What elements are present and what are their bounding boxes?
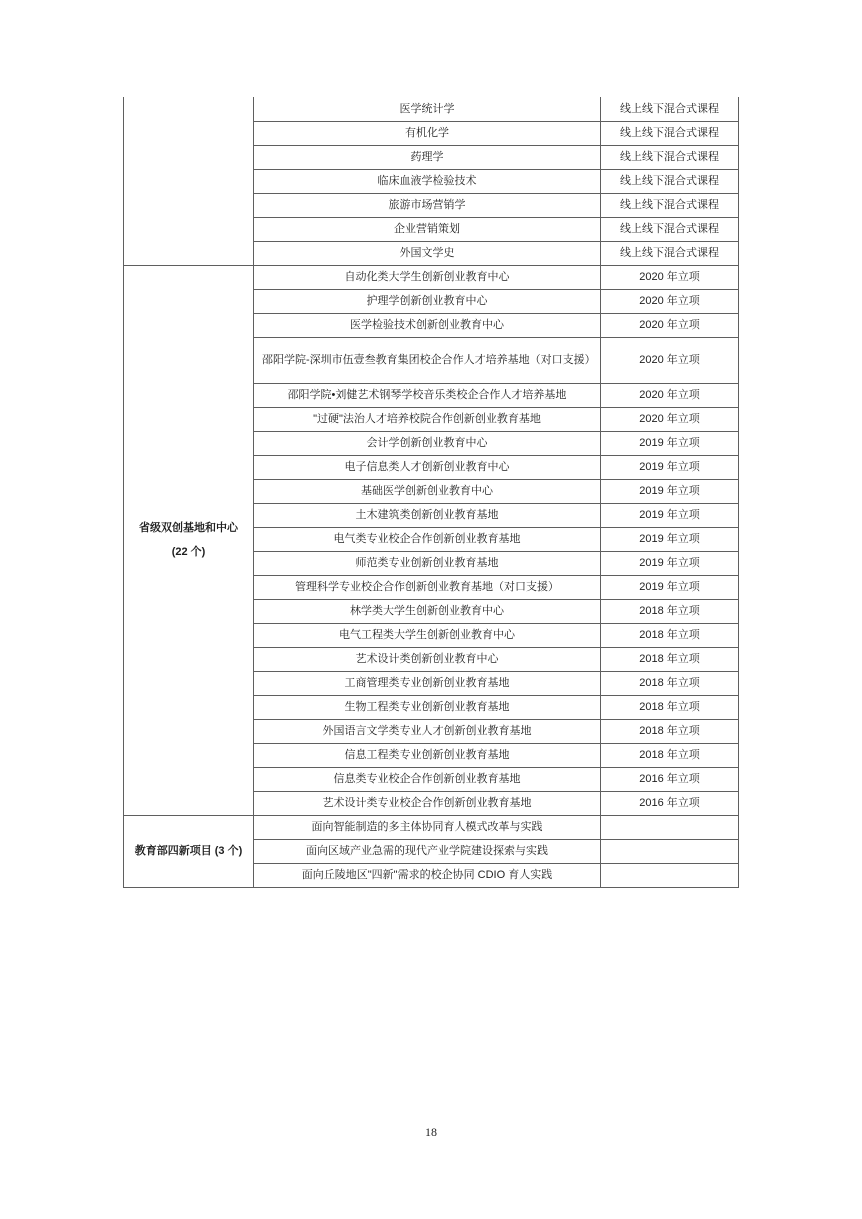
item-name-cell: 电子信息类人才创新创业教育中心 <box>254 455 601 479</box>
projects-table <box>123 97 739 888</box>
item-name-cell: 临床血液学检验技术 <box>254 169 601 193</box>
item-status-cell: 2019 年立项 <box>601 527 739 551</box>
item-status-cell <box>601 839 739 863</box>
item-name-cell: 信息工程类专业创新创业教育基地 <box>254 743 601 767</box>
item-status-cell: 2018 年立项 <box>601 623 739 647</box>
item-status-cell: 线上线下混合式课程 <box>601 169 739 193</box>
item-status-cell: 线上线下混合式课程 <box>601 121 739 145</box>
item-status-cell <box>601 815 739 839</box>
item-status-cell: 2020 年立项 <box>601 265 739 289</box>
item-name-cell: 面向智能制造的多主体协同育人模式改革与实践 <box>254 815 601 839</box>
item-name-cell: 外国语言文学类专业人才创新创业教育基地 <box>254 719 601 743</box>
item-name-cell: 药理学 <box>254 145 601 169</box>
item-status-cell: 2020 年立项 <box>601 337 739 383</box>
section-label-line: 省级双创基地和中心 <box>139 522 238 534</box>
item-status-cell: 2018 年立项 <box>601 719 739 743</box>
item-status-cell: 2019 年立项 <box>601 455 739 479</box>
item-name-cell: 电气类专业校企合作创新创业教育基地 <box>254 527 601 551</box>
item-status-cell: 2019 年立项 <box>601 551 739 575</box>
item-name-cell: 生物工程类专业创新创业教育基地 <box>254 695 601 719</box>
section-label-line: 教育部四新项目 (3 个) <box>134 845 243 857</box>
item-status-cell: 线上线下混合式课程 <box>601 97 739 121</box>
item-name-cell: 信息类专业校企合作创新创业教育基地 <box>254 767 601 791</box>
item-name-cell: 面向区域产业急需的现代产业学院建设探索与实践 <box>254 839 601 863</box>
item-status-cell: 2018 年立项 <box>601 599 739 623</box>
projects-table-body <box>124 97 739 887</box>
item-status-cell: 线上线下混合式课程 <box>601 217 739 241</box>
item-name-cell: 邵阳学院•刘健艺术钢琴学校音乐类校企合作人才培养基地 <box>254 383 601 407</box>
item-name-cell: 土木建筑类创新创业教育基地 <box>254 503 601 527</box>
item-status-cell: 2018 年立项 <box>601 743 739 767</box>
item-status-cell: 2018 年立项 <box>601 695 739 719</box>
item-name-cell: 面向丘陵地区"四新"需求的校企协同 CDIO 育人实践 <box>254 863 601 887</box>
item-name-cell: 会计学创新创业教育中心 <box>254 431 601 455</box>
item-name-cell: 旅游市场营销学 <box>254 193 601 217</box>
item-status-cell: 2019 年立项 <box>601 503 739 527</box>
item-status-cell: 2019 年立项 <box>601 431 739 455</box>
item-status-cell: 线上线下混合式课程 <box>601 193 739 217</box>
item-name-cell: 邵阳学院-深圳市伍壹叁教育集团校企合作人才培养基地（对口支援） <box>254 337 601 383</box>
item-name-cell: 电气工程类大学生创新创业教育中心 <box>254 623 601 647</box>
item-name-cell: 艺术设计类专业校企合作创新创业教育基地 <box>254 791 601 815</box>
item-status-cell: 2019 年立项 <box>601 575 739 599</box>
section-label-cell <box>124 265 254 815</box>
item-status-cell: 2019 年立项 <box>601 479 739 503</box>
item-name-cell: "过硬"法治人才培养校院合作创新创业教育基地 <box>254 407 601 431</box>
section-label-cell <box>124 97 254 265</box>
item-status-cell: 2020 年立项 <box>601 313 739 337</box>
table-row <box>124 97 739 121</box>
section-label-line: (22 个) <box>171 546 206 558</box>
item-name-cell: 基础医学创新创业教育中心 <box>254 479 601 503</box>
item-name-cell: 自动化类大学生创新创业教育中心 <box>254 265 601 289</box>
item-status-cell: 2016 年立项 <box>601 791 739 815</box>
item-status-cell: 2020 年立项 <box>601 289 739 313</box>
section-label-cell <box>124 815 254 887</box>
item-name-cell: 医学检验技术创新创业教育中心 <box>254 313 601 337</box>
item-name-cell: 企业营销策划 <box>254 217 601 241</box>
item-status-cell: 线上线下混合式课程 <box>601 241 739 265</box>
item-status-cell: 线上线下混合式课程 <box>601 145 739 169</box>
item-status-cell <box>601 863 739 887</box>
item-status-cell: 2018 年立项 <box>601 671 739 695</box>
table-row <box>124 265 739 289</box>
item-name-cell: 工商管理类专业创新创业教育基地 <box>254 671 601 695</box>
item-status-cell: 2016 年立项 <box>601 767 739 791</box>
item-name-cell: 师范类专业创新创业教育基地 <box>254 551 601 575</box>
item-name-cell: 护理学创新创业教育中心 <box>254 289 601 313</box>
item-name-cell: 有机化学 <box>254 121 601 145</box>
item-status-cell: 2020 年立项 <box>601 383 739 407</box>
item-name-cell: 管理科学专业校企合作创新创业教育基地（对口支援） <box>254 575 601 599</box>
item-name-cell: 林学类大学生创新创业教育中心 <box>254 599 601 623</box>
table-row <box>124 815 739 839</box>
item-name-cell: 医学统计学 <box>254 97 601 121</box>
item-name-cell: 外国文学史 <box>254 241 601 265</box>
item-status-cell: 2018 年立项 <box>601 647 739 671</box>
page-number: 18 <box>425 1125 437 1139</box>
item-name-cell: 艺术设计类创新创业教育中心 <box>254 647 601 671</box>
item-status-cell: 2020 年立项 <box>601 407 739 431</box>
